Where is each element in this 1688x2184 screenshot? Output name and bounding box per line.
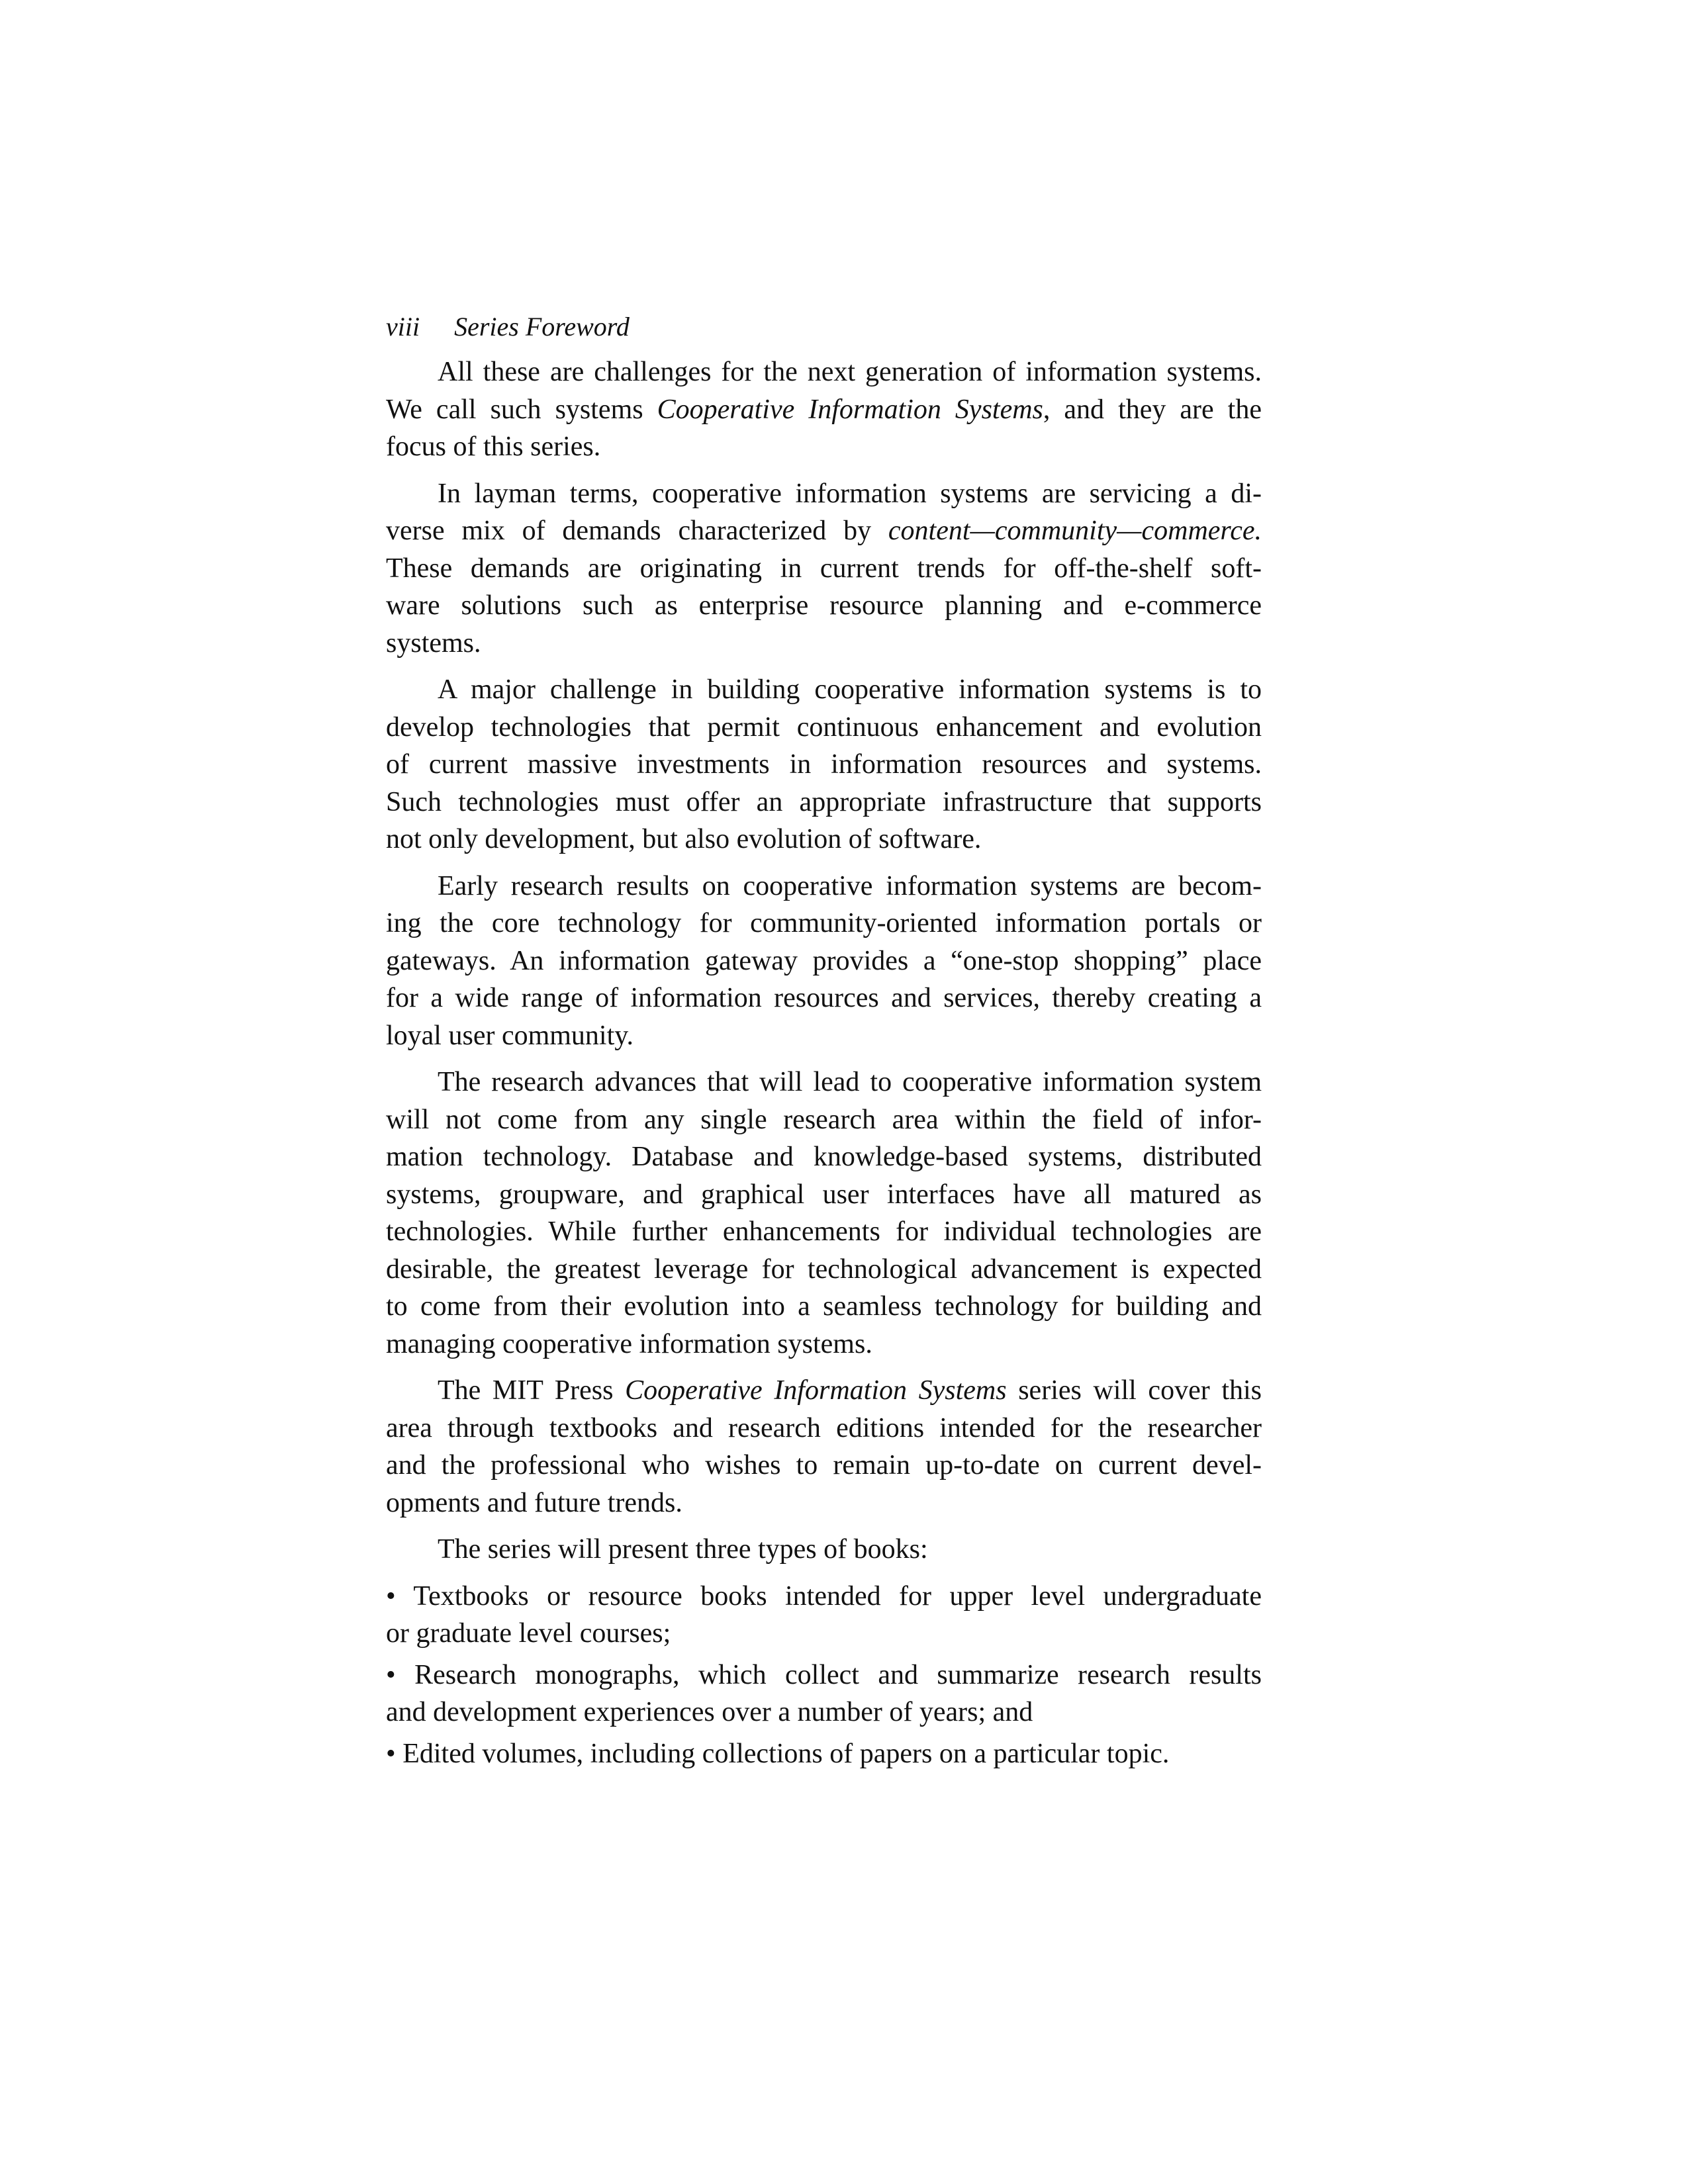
running-header (386, 310, 630, 344)
text-line: systems. (386, 627, 481, 659)
text-line (386, 391, 1262, 429)
text-line: technologies. While further enhancements for individual technologies are (386, 1216, 1262, 1247)
text-line: Such technologies must offer an appropriate infrastructure that supports (386, 786, 1262, 817)
text-line (386, 512, 1262, 550)
italic-run: Cooperative Information Systems (625, 1375, 1007, 1406)
page-body (386, 353, 1262, 1772)
text-line: • Edited volumes, including collections of papers on a particular topic. (386, 1738, 1170, 1769)
text-line: All these are challenges for the next generation of information systems. (438, 357, 1262, 387)
text-line: loyal user community. (386, 1020, 634, 1051)
text-line: and development experiences over a number of years; and (386, 1697, 1033, 1727)
text-line: managing cooperative information systems. (386, 1328, 872, 1359)
text-line: will not come from any single research area within the field of infor- (386, 1104, 1262, 1135)
text-line: The research advances that will lead to cooperative information system (438, 1067, 1262, 1097)
text-line: of current massive investments in information resources and systems. (386, 749, 1262, 780)
text-line: ware solutions such as enterprise resource planning and e-commerce (386, 590, 1262, 621)
text-line: focus of this series. (386, 432, 601, 462)
text-run: series will cover this (1006, 1375, 1262, 1406)
bullet-item-edited-volumes (386, 1735, 1262, 1773)
text-line: or graduate level courses; (386, 1618, 671, 1649)
paragraph-2 (386, 475, 1262, 662)
paragraph-3 (386, 671, 1262, 858)
text-line: desirable, the greatest leverage for technological advancement is expected (386, 1253, 1262, 1285)
text-line: The series will present three types of books: (438, 1534, 928, 1565)
text-line: area through textbooks and research editions intended for the researcher (386, 1412, 1262, 1443)
text-line: • Research monographs, which collect and summarize research results (386, 1659, 1262, 1690)
bullet-list (386, 1578, 1262, 1773)
text-line: develop technologies that permit continuous enhancement and evolution (386, 711, 1262, 743)
text-line: These demands are originating in current trends for off-the-shelf soft- (386, 553, 1262, 584)
text-line: mation technology. Database and knowledge-based systems, distributed (386, 1142, 1262, 1172)
text-run: We call such systems (386, 394, 657, 425)
text-run: verse mix of demands characterized by (386, 516, 888, 546)
paragraph-5 (386, 1064, 1262, 1363)
bullet-item-monographs (386, 1657, 1262, 1731)
text-line: • Textbooks or resource books intended for upper level undergraduate (386, 1580, 1262, 1612)
italic-run: Cooperative Information Systems (657, 394, 1043, 425)
page-number: viii (386, 312, 420, 341)
text-line: gateways. An information gateway provides a “one-stop shopping” place (386, 945, 1262, 976)
paragraph-4 (386, 868, 1262, 1055)
text-line: for a wide range of information resources and services, thereby creating a (386, 983, 1262, 1013)
paragraph-1 (386, 353, 1262, 466)
text-line: opments and future trends. (386, 1487, 682, 1518)
paragraph-7 (386, 1531, 1262, 1569)
paragraph-6 (386, 1372, 1262, 1522)
text-line: In layman terms, cooperative information systems are servicing a di- (438, 478, 1262, 509)
bullet-item-textbooks (386, 1578, 1262, 1653)
text-line: systems, groupware, and graphical user interfaces have all matured as (386, 1179, 1262, 1210)
text-line: not only development, but also evolution of software. (386, 824, 982, 854)
text-line: Early research results on cooperative information systems are becom- (438, 870, 1262, 901)
text-line: A major challenge in building cooperative information systems is to (438, 674, 1262, 705)
text-line: ing the core technology for community-oriented information portals or (386, 908, 1262, 938)
text-run: The MIT Press (438, 1375, 626, 1406)
text-line: and the professional who wishes to remain up-to-date on current devel- (386, 1450, 1262, 1480)
text-run: , and they are the (1043, 394, 1262, 425)
italic-run: content—community—commerce. (888, 516, 1262, 546)
running-title: Series Foreword (454, 312, 630, 341)
text-line: to come from their evolution into a seamless technology for building and (386, 1291, 1262, 1322)
text-line (386, 1372, 1262, 1410)
